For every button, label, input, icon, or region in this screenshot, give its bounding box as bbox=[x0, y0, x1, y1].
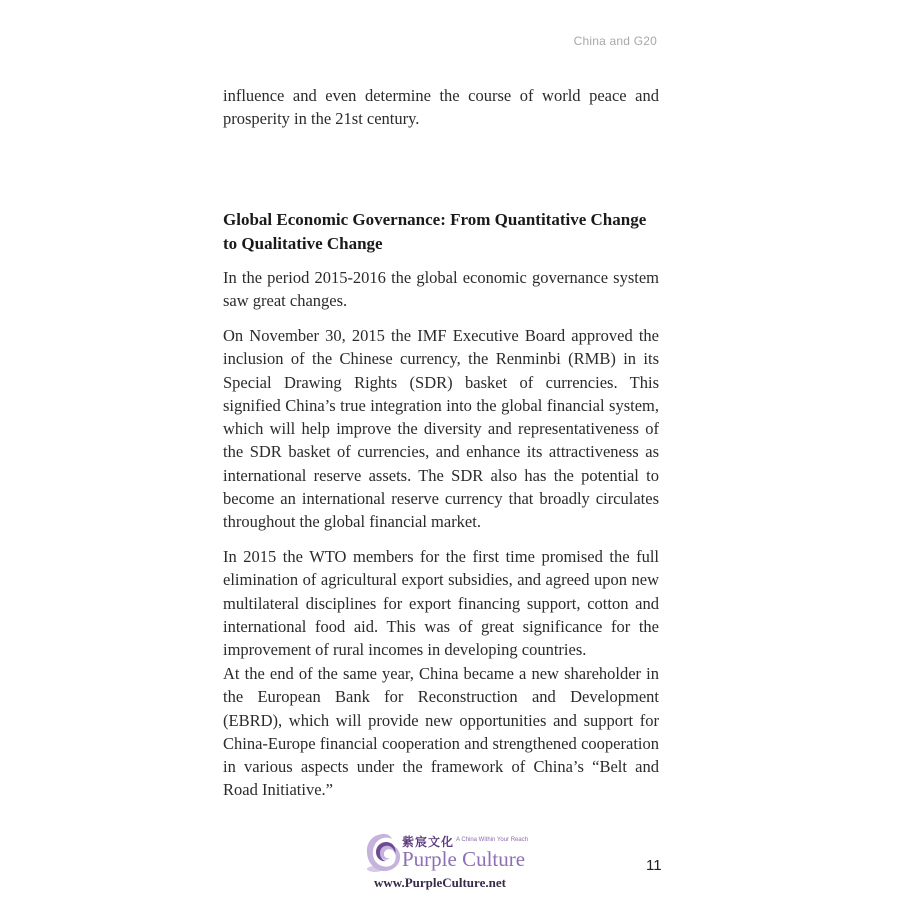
page-number: 11 bbox=[646, 857, 662, 874]
section-heading: Global Economic Governance: From Quantitative Change to Qualitative Change bbox=[223, 210, 647, 253]
watermark-chinese-name: 紫宸文化 bbox=[402, 835, 455, 849]
purple-culture-logo-icon bbox=[364, 832, 404, 874]
watermark-tagline: A China Within Your Reach bbox=[456, 837, 529, 843]
intro-paragraph: influence and even determine the course of world peace and prosperity in the 21st century. bbox=[223, 86, 659, 129]
running-header: China and G20 bbox=[573, 34, 657, 48]
paragraph-4: At the end of the same year, China became a new shareholder in the European Bank for Reconstruction and Development (EBRD), which will provide new opportunities and support for China-Europe financial cooperation and strengthened cooperation in various aspects under the framework of China’s “Belt and Road Initiative.” bbox=[223, 664, 659, 800]
watermark bbox=[360, 832, 540, 894]
watermark-brand: Purple Culture bbox=[402, 847, 526, 871]
watermark-url: www.PurpleCulture.net bbox=[374, 875, 506, 890]
paragraph-2: On November 30, 2015 the IMF Executive Board approved the inclusion of the Chinese currency, the Renminbi (RMB) in its Special Drawing Rights (SDR) basket of currencies. This signified China’s true integration into the global financial system, which will help improve the diversity and representativeness of the SDR basket of currencies, and enhance its attractiveness as international reserve assets. The SDR also has the potential to become an international reserve currency that broadly circulates throughout the global financial market. bbox=[223, 326, 659, 532]
paragraph-1: In the period 2015-2016 the global economic governance system saw great changes. bbox=[223, 268, 659, 311]
paragraph-3: In 2015 the WTO members for the first time promised the full elimination of agricultural export subsidies, and agreed upon new multilateral disciplines for export financing support, cotton and international food aid. This was of great significance for the improvement of rural incomes in developing countries. bbox=[223, 547, 659, 660]
